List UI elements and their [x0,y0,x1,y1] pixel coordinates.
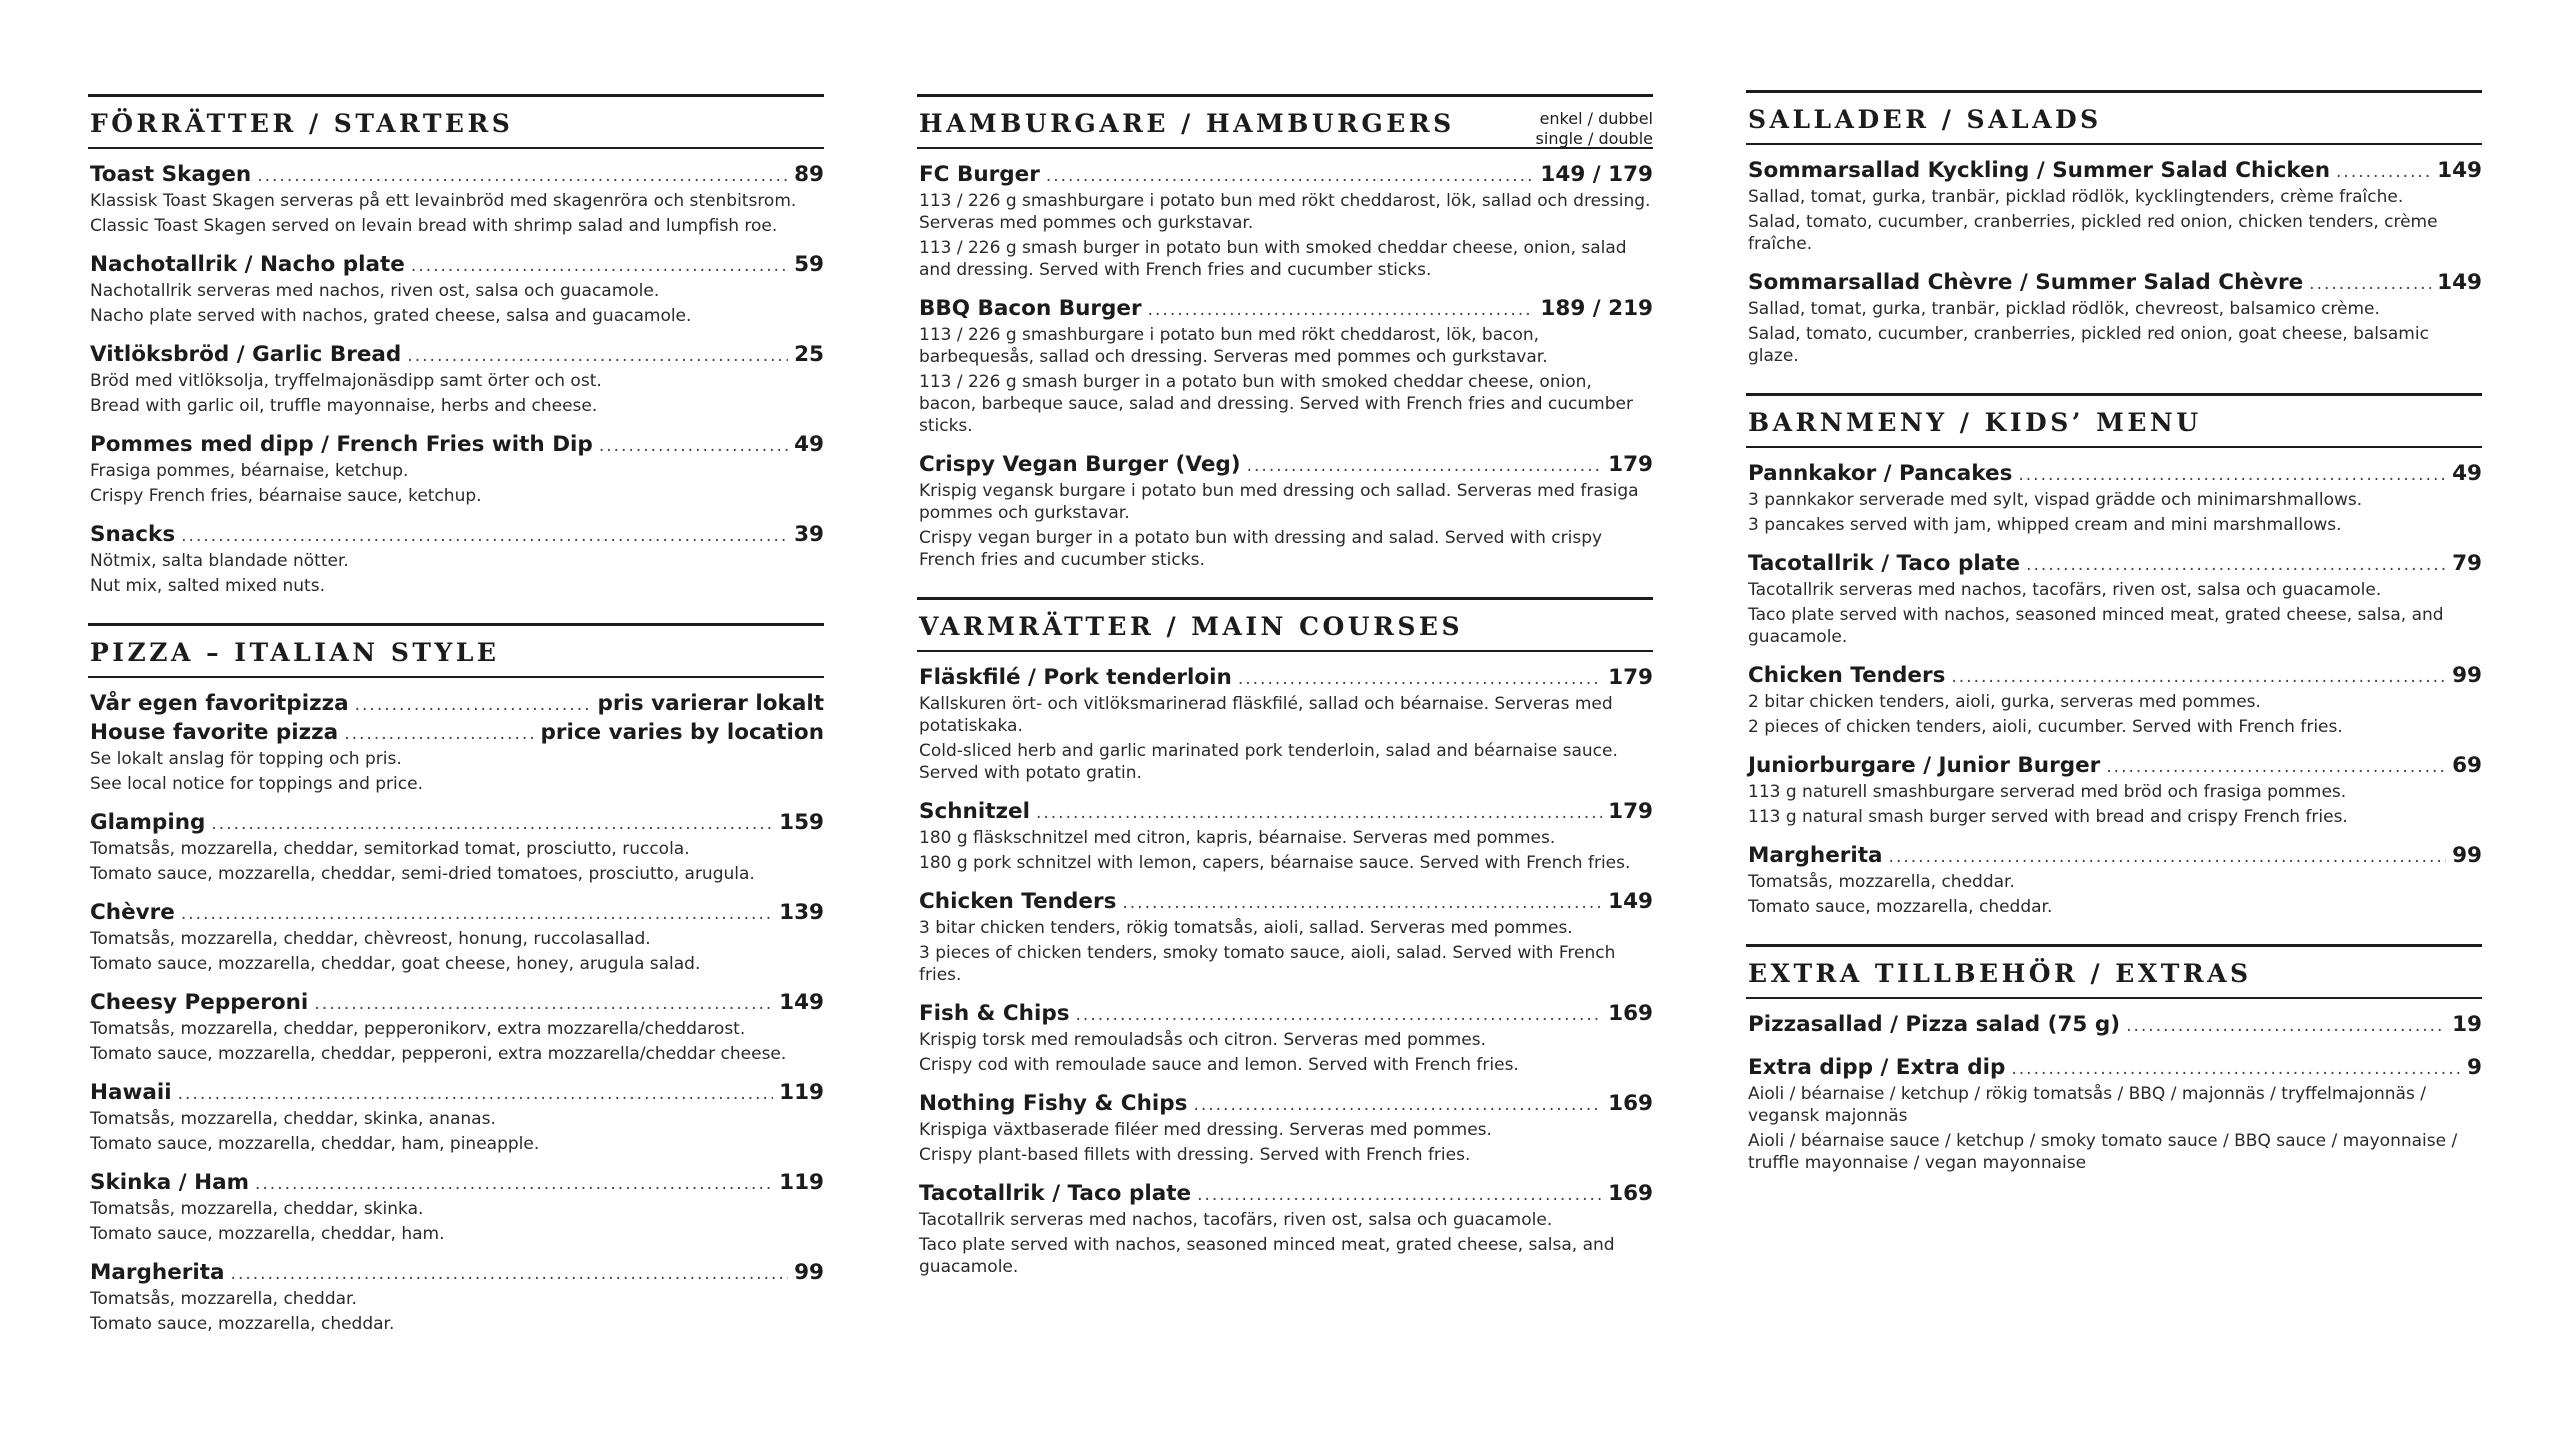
menu-item [917,451,1653,571]
item-description-sv: Kallskuren ört- och vitlöksmarinerad fläskfilé, sallad och béarnaise. Serveras med potatiskaka. [919,694,1613,736]
menu-item-header [90,251,824,280]
item-description-sv: Sallad, tomat, gurka, tranbär, picklad rödlök, kycklingtenders, crème fraîche. [1748,187,2404,207]
item-description-sv: Bröd med vitlöksolja, tryffelmajonäsdipp samt örter och ost. [90,371,602,391]
item-description-sv: 180 g fläskschnitzel med citron, kapris, béarnaise. Serveras med pommes. [919,828,1556,848]
item-name: Pommes med dipp / French Fries with Dip [90,432,593,457]
menu-item [88,899,824,975]
menu-item [88,431,824,507]
item-description-en: Cold-sliced herb and garlic marinated pork tenderloin, salad and béarnaise sauce. Served with potato gratin. [919,741,1618,783]
item-description-sv: 113 g naturell smashburgare serverad med bröd och frasiga pommes. [1748,782,2347,802]
menu-item-header [1748,157,2482,186]
item-name: Skinka / Ham [90,1170,249,1195]
menu-item-header [90,521,824,550]
dot-leader [1036,799,1602,827]
menu-section-hamburgare-hamburgers [917,94,1653,571]
menu-item [917,295,1653,437]
item-description-sv: Nachotallrik serveras med nachos, riven ost, salsa och guacamole. [90,281,660,301]
item-description-en: Salad, tomato, cucumber, cranberries, pickled red onion, goat cheese, balsamic glaze. [1748,324,2429,366]
dot-leader [2018,461,2446,489]
section-title: BARNMENY / KIDS’ MENU [1748,408,2202,437]
menu-item-header [1748,842,2482,871]
item-description-en: Crispy vegan burger in a potato bun with dressing and salad. Served with crispy French fries and cucumber sticks. [919,528,1603,570]
item-price: 119 [779,1080,824,1105]
item-description-en: Taco plate served with nachos, seasoned minced meat, grated cheese, salsa, and guacamole. [1748,605,2444,647]
item-price: 149 [1608,889,1653,914]
item-price: price varies by location [540,720,824,745]
menu-section-barnmeny-kids-menu [1746,393,2482,918]
item-description-en: Nacho plate served with nachos, grated cheese, salsa and guacamole. [90,306,692,326]
item-name: Tacotallrik / Taco plate [1748,551,2021,576]
item-description-en: Tomato sauce, mozzarella, cheddar, pepperoni, extra mozzarella/cheddar cheese. [90,1044,787,1064]
item-description-en: Crispy French fries, béarnaise sauce, ketchup. [90,486,482,506]
item-description-sv: Tomatsås, mozzarella, cheddar, skinka. [90,1199,424,1219]
item-name: Vår egen favoritpizza [90,691,349,716]
item-description-en: Nut mix, salted mixed nuts. [90,576,325,596]
dot-leader [2126,1012,2446,1040]
item-price: 119 [779,1170,824,1195]
item-name: FC Burger [919,162,1040,187]
dot-leader [1247,452,1602,480]
menu-item [1746,550,2482,648]
section-title: EXTRA TILLBEHÖR / EXTRAS [1748,959,2252,988]
menu-item [917,798,1653,874]
item-name: Pannkakor / Pancakes [1748,461,2013,486]
item-description-en: Tomato sauce, mozzarella, cheddar, semi-dried tomatoes, prosciutto, arugula. [90,864,755,884]
item-name: Sommarsallad Kyckling / Summer Salad Chicken [1748,158,2331,183]
item-price: 149 [2437,158,2482,183]
menu-item [1746,157,2482,255]
menu-item-header [1748,269,2482,298]
menu-item [88,251,824,327]
menu-item-header [90,809,824,838]
menu-item-header [919,1000,1653,1029]
item-description-en: Crispy cod with remoulade sauce and lemon. Served with French fries. [919,1055,1519,1075]
menu-item [917,1180,1653,1278]
menu-section-varmratter-main-courses [917,597,1653,1278]
item-price: 159 [779,810,824,835]
item-description-en: Tomato sauce, mozzarella, cheddar, goat cheese, honey, arugula salad. [90,954,701,974]
dot-leader [1122,889,1602,917]
menu-item [1746,460,2482,536]
item-description-en: Bread with garlic oil, truffle mayonnaise, herbs and cheese. [90,396,598,416]
menu-item-header [90,690,824,719]
item-description-en: Salad, tomato, cucumber, cranberries, pickled red onion, chicken tenders, crème fraîche. [1748,212,2438,254]
menu-item [88,690,824,719]
section-title: PIZZA – ITALIAN STYLE [90,638,500,667]
item-description-en: Taco plate served with nachos, seasoned minced meat, grated cheese, salsa, and guacamole. [919,1235,1615,1277]
item-name: Crispy Vegan Burger (Veg) [919,452,1241,477]
dot-leader [181,522,788,550]
item-price: 49 [2452,461,2482,486]
menu-item [917,1090,1653,1166]
section-title: HAMBURGARE / HAMBURGERS [919,109,1455,138]
item-price: 139 [779,900,824,925]
dot-leader [599,432,788,460]
menu-item [88,161,824,237]
dot-leader [314,990,773,1018]
item-price: 59 [794,252,824,277]
item-name: Glamping [90,810,206,835]
item-name: Margherita [1748,843,1883,868]
item-price: 69 [2452,753,2482,778]
dot-leader [1046,162,1535,190]
item-name: Cheesy Pepperoni [90,990,309,1015]
section-header [917,94,1653,149]
item-price: 189 / 219 [1540,296,1653,321]
menu-item [917,1000,1653,1076]
item-name: Schnitzel [919,799,1030,824]
item-name: Toast Skagen [90,162,252,187]
item-description-en: 3 pieces of chicken tenders, smoky tomato sauce, aioli, salad. Served with French fries. [919,943,1616,985]
item-description-sv: 3 bitar chicken tenders, rökig tomatsås, aioli, sallad. Serveras med pommes. [919,918,1573,938]
item-name: Tacotallrik / Taco plate [919,1181,1192,1206]
dot-leader [211,810,773,838]
menu-item [1746,269,2482,367]
menu-item-header [90,1259,824,1288]
menu-item [88,341,824,417]
menu-item-header [90,899,824,928]
item-name: Juniorburgare / Junior Burger [1748,753,2101,778]
item-description-sv: Tacotallrik serveras med nachos, tacofärs, riven ost, salsa och guacamole. [1748,580,2382,600]
menu-item-header [1748,1054,2482,1083]
dot-leader [2309,270,2431,298]
menu-item [1746,662,2482,738]
menu-item-header [90,431,824,460]
item-description-en: 2 pieces of chicken tenders, aioli, cucumber. Served with French fries. [1748,717,2343,737]
item-name: Pizzasallad / Pizza salad (75 g) [1748,1012,2121,1037]
menu-item-header [919,295,1653,324]
item-description-sv: Tomatsås, mozzarella, cheddar, chèvreost, honung, ruccolasallad. [90,929,651,949]
section-title: FÖRRÄTTER / STARTERS [90,109,514,138]
menu-item-header [90,341,824,370]
item-price: 99 [2452,843,2482,868]
menu-item-header [1748,550,2482,579]
item-price: 99 [2452,663,2482,688]
item-name: Vitlöksbröd / Garlic Bread [90,342,402,367]
section-title: SALLADER / SALADS [1748,105,2102,134]
item-price: 19 [2452,1012,2482,1037]
dot-leader [257,162,788,190]
dot-leader [255,1170,773,1198]
item-name: House favorite pizza [90,720,339,745]
item-name: Fläskfilé / Pork tenderloin [919,665,1232,690]
item-price: 179 [1608,452,1653,477]
item-price: 149 [2437,270,2482,295]
item-description-sv: Tomatsås, mozzarella, cheddar, semitorkad tomat, prosciutto, ruccola. [90,839,690,859]
menu-item-header [90,719,824,748]
item-description-en: 113 / 226 g smash burger in a potato bun with smoked cheddar cheese, onion, bacon, barbeque sauce, salad and dressing. Served with French fries and cucumber sticks. [919,372,1633,436]
item-description-sv: Nötmix, salta blandade nötter. [90,551,349,571]
item-description-sv: Krispig torsk med remouladsås och citron. Serveras med pommes. [919,1030,1487,1050]
item-price: 169 [1608,1091,1653,1116]
menu-item-header [919,798,1653,827]
menu-item [917,161,1653,281]
menu-item-header [90,161,824,190]
menu-section-extra-tillbehor-extras [1746,944,2482,1174]
size-note-en: single / double [1535,129,1653,148]
dot-leader [1889,843,2447,871]
item-description-en: 113 g natural smash burger served with bread and crispy French fries. [1748,807,2348,827]
item-description-en: 180 g pork schnitzel with lemon, capers, béarnaise sauce. Served with French fries. [919,853,1631,873]
dot-leader [355,691,592,719]
item-description-sv: Sallad, tomat, gurka, tranbär, picklad rödlök, chevreost, balsamico crème. [1748,299,2380,319]
item-description-sv: Krispig vegansk burgare i potato bun med dressing och sallad. Serveras med frasiga pommes och gurkstavar. [919,481,1639,523]
section-header [88,623,824,678]
item-name: Sommarsallad Chèvre / Summer Salad Chèvre [1748,270,2304,295]
item-price: 89 [794,162,824,187]
item-name: Fish & Chips [919,1001,1070,1026]
item-description-sv: Tomatsås, mozzarella, cheddar. [90,1289,357,1309]
item-description-en: Crispy plant-based fillets with dressing. Served with French fries. [919,1145,1471,1165]
item-price: 9 [2467,1055,2482,1080]
section-header [1746,393,2482,448]
dot-leader [178,1080,773,1108]
item-description-sv: Tomatsås, mozzarella, cheddar, skinka, ananas. [90,1109,496,1129]
item-name: Hawaii [90,1080,172,1105]
item-description-sv: Frasiga pommes, béarnaise, ketchup. [90,461,409,481]
item-price: 179 [1608,665,1653,690]
dot-leader [344,720,534,748]
menu-item-header [1748,460,2482,489]
section-title: VARMRÄTTER / MAIN COURSES [919,612,1464,641]
item-description-en: Tomato sauce, mozzarella, cheddar. [90,1314,395,1334]
dot-leader [411,252,788,280]
menu-item [88,989,824,1065]
menu-item [1746,1054,2482,1174]
section-header [1746,90,2482,145]
item-description-sv: Tacotallrik serveras med nachos, tacofärs, riven ost, salsa och guacamole. [919,1210,1553,1230]
menu-column-middle [917,94,1653,1304]
item-description-sv: 113 / 226 g smashburgare i potato bun med rökt cheddarost, lök, bacon, barbequesås, sallad och dressing. Serveras med pommes och gurkstavar. [919,325,1548,367]
menu-item [1746,1011,2482,1040]
menu-section-sallader-salads [1746,90,2482,367]
item-price: 79 [2452,551,2482,576]
section-header [917,597,1653,652]
item-price: 25 [794,342,824,367]
item-description-sv: Aioli / béarnaise / ketchup / rökig tomatsås / BBQ / majonnäs / tryffelmajonnäs / vegansk majonnäs [1748,1084,2426,1126]
item-description-en: See local notice for toppings and price. [90,774,423,794]
menu-item [1746,842,2482,918]
menu-item-header [1748,752,2482,781]
item-description-sv: Se lokalt anslag för topping och pris. [90,749,402,769]
dot-leader [1193,1091,1602,1119]
item-price: 169 [1608,1001,1653,1026]
menu-item-header [90,1169,824,1198]
dot-leader [181,900,773,928]
menu-section-forratter-starters [88,94,824,597]
price-size-note [1536,109,1653,149]
dot-leader [1197,1181,1602,1209]
item-price: 149 / 179 [1540,162,1653,187]
menu-item [917,888,1653,986]
item-description-en: Tomato sauce, mozzarella, cheddar, ham. [90,1224,445,1244]
dot-leader [407,342,788,370]
menu-item-header [1748,662,2482,691]
menu-item-header [90,1079,824,1108]
item-name: Nothing Fishy & Chips [919,1091,1188,1116]
item-description-en: 113 / 226 g smash burger in potato bun with smoked cheddar cheese, onion, salad and dressing. Served with French fries and cucumber sticks. [919,238,1627,280]
menu-item [917,664,1653,784]
item-description-sv: Klassisk Toast Skagen serveras på ett levainbröd med skagenröra och stenbitsrom. [90,191,797,211]
menu-item-header [1748,1011,2482,1040]
dot-leader [1951,663,2446,691]
item-description-en: Tomato sauce, mozzarella, cheddar. [1748,897,2053,917]
size-note-sv: enkel / dubbel [1539,109,1653,128]
item-description-sv: Krispiga växtbaserade filéer med dressing. Serveras med pommes. [919,1120,1492,1140]
item-price: 49 [794,432,824,457]
menu-item-header [90,989,824,1018]
dot-leader [2026,551,2446,579]
item-description-sv: 2 bitar chicken tenders, aioli, gurka, serveras med pommes. [1748,692,2261,712]
item-price: pris varierar lokalt [597,691,824,716]
item-description-en: 3 pancakes served with jam, whipped cream and mini marshmallows. [1748,515,2342,535]
menu-item-header [919,1180,1653,1209]
item-description-sv: 3 pannkakor serverade med sylt, vispad grädde och minimarshmallows. [1748,490,2363,510]
dot-leader [1238,665,1602,693]
menu-item-header [919,451,1653,480]
item-name: Chèvre [90,900,175,925]
menu-item [1746,752,2482,828]
item-description-sv: Tomatsås, mozzarella, cheddar. [1748,872,2015,892]
item-description-sv: 113 / 226 g smashburgare i potato bun med rökt cheddarost, lök, sallad och dressing. Serveras med pommes och gurkstavar. [919,191,1651,233]
item-price: 39 [794,522,824,547]
item-description-sv: Tomatsås, mozzarella, cheddar, pepperonikorv, extra mozzarella/cheddarost. [90,1019,746,1039]
menu-column-right [1746,90,2482,1200]
item-name: Margherita [90,1260,225,1285]
menu-item [88,1259,824,1335]
item-name: Nachotallrik / Nacho plate [90,252,405,277]
dot-leader [2011,1055,2461,1083]
dot-leader [2106,753,2446,781]
item-name: Chicken Tenders [1748,663,1946,688]
item-description-en: Classic Toast Skagen served on levain bread with shrimp salad and lumpfish roe. [90,216,778,236]
item-description-en: Tomato sauce, mozzarella, cheddar, ham, pineapple. [90,1134,540,1154]
item-price: 99 [794,1260,824,1285]
menu-column-left [88,94,824,1361]
item-price: 169 [1608,1181,1653,1206]
item-name: Snacks [90,522,176,547]
item-name: BBQ Bacon Burger [919,296,1142,321]
item-description-en: Aioli / béarnaise sauce / ketchup / smoky tomato sauce / BBQ sauce / mayonnaise / truffle mayonnaise / vegan mayonnaise [1748,1131,2458,1173]
dot-leader [231,1260,789,1288]
menu-section-pizza-italian-style [88,623,824,1335]
dot-leader [2336,158,2431,186]
item-name: Extra dipp / Extra dip [1748,1055,2006,1080]
menu-item [88,719,824,795]
dot-leader [1148,296,1535,324]
item-price: 179 [1608,799,1653,824]
section-header [1746,944,2482,999]
menu-item [88,809,824,885]
item-price: 149 [779,990,824,1015]
menu-item [88,1169,824,1245]
menu-item [88,1079,824,1155]
section-header [88,94,824,149]
menu-item-header [919,664,1653,693]
menu-item-header [919,161,1653,190]
menu-item-header [919,1090,1653,1119]
item-name: Chicken Tenders [919,889,1117,914]
menu-item-header [919,888,1653,917]
menu-item [88,521,824,597]
dot-leader [1076,1001,1603,1029]
